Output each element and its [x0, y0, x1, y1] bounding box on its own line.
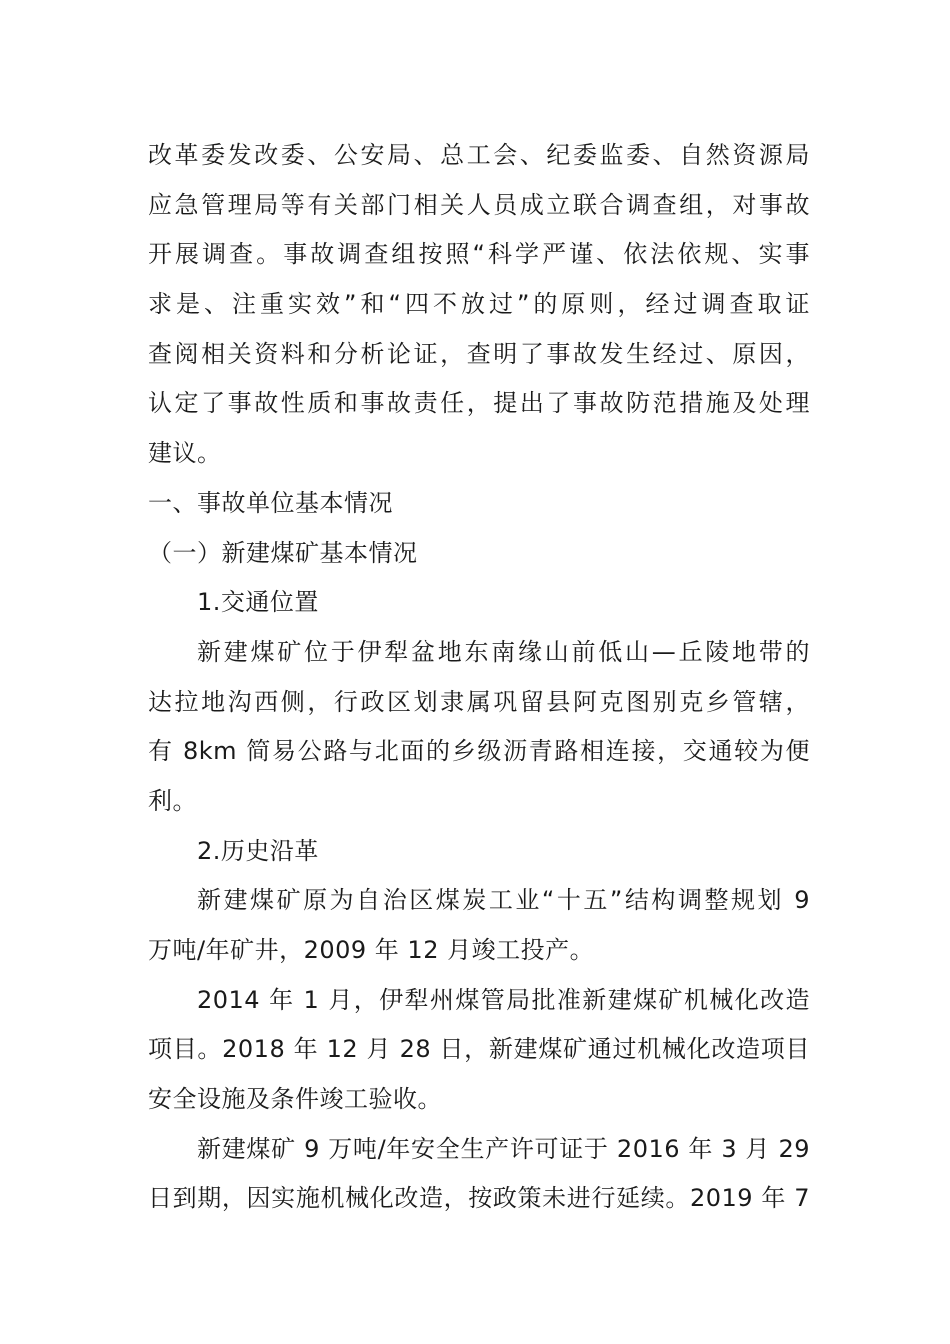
body-line: 安全设施及条件竣工验收。: [148, 1085, 442, 1114]
body-line: 应急管理局等有关部门相关人员成立联合调查组，对事故: [148, 190, 810, 219]
body-line: 日到期，因实施机械化改造，按政策未进行延续。2019 年 7: [148, 1184, 810, 1213]
body-line: 新建煤矿原为自治区煤炭工业“十五”结构调整规划 9: [197, 886, 810, 915]
body-line: 有 8km 简易公路与北面的乡级沥青路相连接，交通较为便: [148, 737, 810, 766]
body-line: 达拉地沟西侧，行政区划隶属巩留县阿克图别克乡管辖，: [148, 687, 810, 716]
body-line: 建议。: [148, 439, 222, 468]
subsection-heading: （一）新建煤矿基本情况: [148, 538, 418, 567]
body-line: 项目。2018 年 12 月 28 日，新建煤矿通过机械化改造项目: [148, 1035, 810, 1064]
body-line: 求是、注重实效”和“四不放过”的原则，经过调查取证: [148, 290, 810, 319]
body-line: 改革委发改委、公安局、总工会、纪委监委、自然资源局: [148, 141, 810, 169]
section-heading: 一、事故单位基本情况: [148, 488, 393, 517]
body-line: 查阅相关资料和分析论证，查明了事故发生经过、原因，: [148, 339, 810, 368]
body-line: 认定了事故性质和事故责任，提出了事故防范措施及处理: [148, 389, 810, 418]
body-line: 利。: [148, 786, 197, 815]
item-heading: 1.交通位置: [197, 588, 319, 617]
body-line: 2014 年 1 月，伊犁州煤管局批准新建煤矿机械化改造: [197, 985, 810, 1014]
body-line: 新建煤矿位于伊犁盆地东南缘山前低山—丘陵地带的: [197, 637, 810, 666]
body-line: 开展调查。事故调查组按照“科学严谨、依法依规、实事: [148, 240, 810, 269]
item-heading: 2.历史沿革: [197, 836, 319, 865]
body-line: 新建煤矿 9 万吨/年安全生产许可证于 2016 年 3 月 29: [197, 1134, 810, 1163]
body-line: 万吨/年矿井，2009 年 12 月竣工投产。: [148, 936, 595, 964]
document-body: [148, 131, 810, 1224]
